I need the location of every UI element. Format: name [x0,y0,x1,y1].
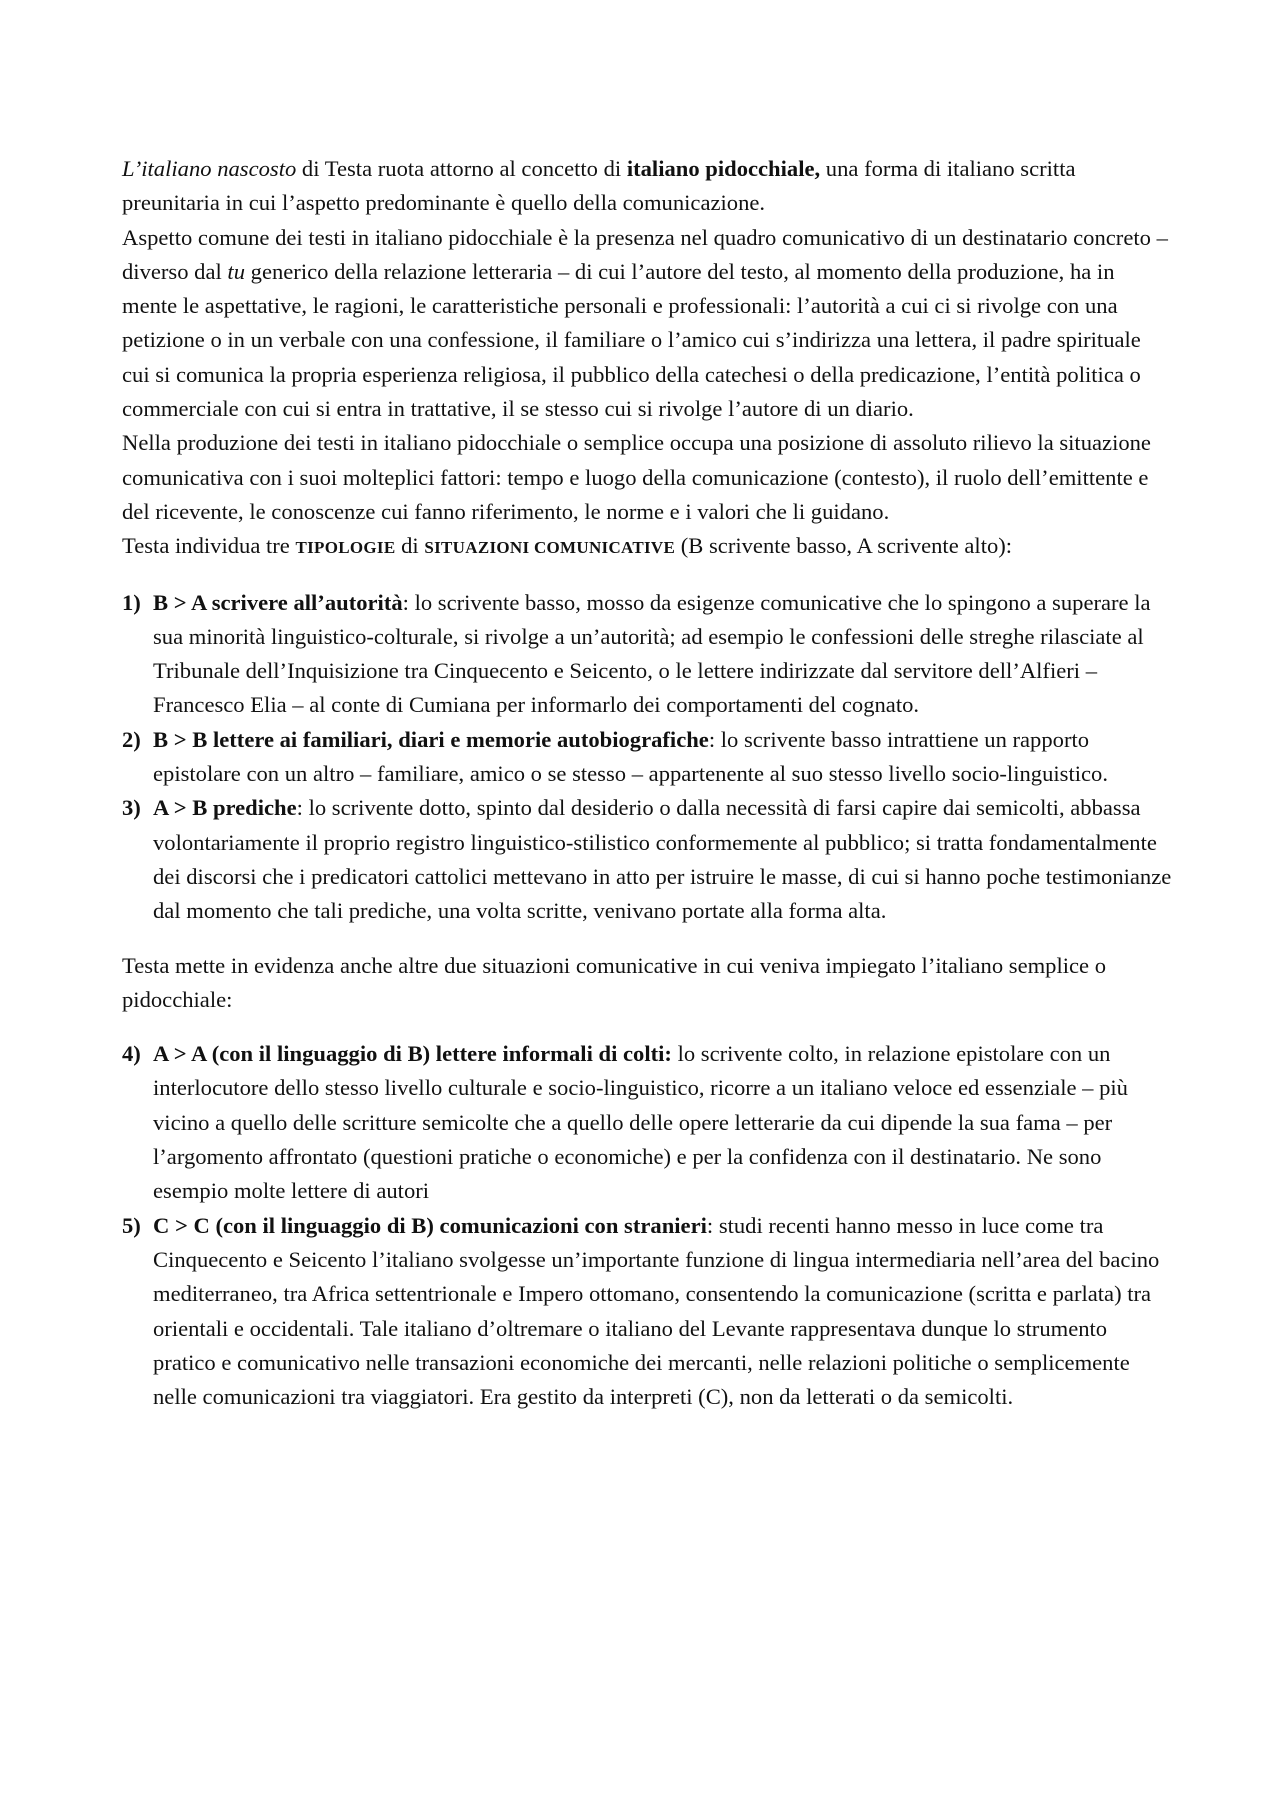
list-item [122,1209,1172,1415]
list-item-heading: A > A (con il linguaggio di B) lettere informali di colti: [153,1041,672,1067]
typology-list [122,586,1172,929]
paragraph-altre-situazioni: Testa mette in evidenza anche altre due situazioni comunicative in cui veniva impiegato l’italiano semplice o pidocchiale: [122,952,1107,1012]
list-item-text: lo scrivente colto, in relazione epistolare con un interlocutore dello stesso livello culturale e socio-linguistico, ricorre a un italiano veloce ed essenziale – più vicino a quello delle scritture semicolte che a quello delle opere letterarie da cui dipende la sua fama – per l’argomento affrontato (questioni pratiche o economiche) e per la confidenza con il destinatario. Ne sono esempio molte lettere di autori [153,1041,1128,1204]
document-body [122,152,1172,1414]
list-number: 3) [122,795,141,821]
list-item [122,1037,1172,1208]
spacer [122,566,1172,586]
tipologie-text-2: di [395,533,425,559]
situazioni-caps: SITUAZIONI COMUNICATIVE [424,538,676,558]
extra-situations-list [122,1037,1172,1414]
list-item [122,791,1172,928]
list-number: 5) [122,1212,141,1238]
intro-text-1: di Testa ruota attorno al concetto di [296,156,627,181]
list-item-heading: B > B lettere ai familiari, diari e memorie autobiografiche [153,726,709,752]
list-item-text: : lo scrivente basso, mosso da esigenze comunicative che lo spingono a superare la sua minorità linguistico-colturale, si rivolge a un’autorità; ad esempio le confessioni delle streghe rilasciate al Tribunale dell’Inquisizione tra Cinquecento e Seicento, o le lettere indirizzate dal servitore dell’Alfieri – Francesco Elia – al conte di Cumiana per informarlo dei comportamenti del cognato. [153,589,1151,718]
spacer [122,929,1172,949]
tipologie-caps: TIPOLOGIE [295,538,396,558]
book-title: L’italiano nascosto [122,156,297,181]
list-item-text: : lo scrivente basso intrattiene un rapporto epistolare con un altro – familiare, amico o se stesso – appartenente al suo stesso livello socio-linguistico. [153,726,1108,787]
paragraph-intro [122,152,1172,221]
list-item-text: : studi recenti hanno messo in luce come tra Cinquecento e Seicento l’italiano svolgesse un’importante funzione di lingua intermediaria nell’area del bacino mediterraneo, tra Africa settentrionale e Impero ottomano, consentendo la comunicazione (scritta e parlata) tra orientali e occidentali. Tale italiano d’oltremare o italiano del Levante rappresentava dunque lo strumento pratico e comunicativo nelle transazioni economiche dei mercanti, nelle relazioni politiche o semplicemente nelle comunicazioni tra viaggiatori. Era gestito da interpreti (C), non da letterati o da semicolti. [153,1212,1160,1410]
list-item [122,586,1172,723]
list-item [122,723,1172,792]
list-item-heading: B > A scrivere all’autorità [153,589,403,615]
list-item-heading: A > B prediche [153,795,297,821]
destinatario-text-2: generico della relazione letteraria – di cui l’autore del testo, al momento della produzione, ha in mente le aspettative, le ragioni, le caratteristiche personali e professionali: l’autorità a cui ci si rivolge con una petizione o in un verbale con una confessione, il familiare o l’amico cui s’indirizza una lettera, il padre spirituale cui si comunica la propria esperienza religiosa, il pubblico della catechesi o della predicazione, l’entità politica o commerciale con cui si entra in trattative, il se stesso cui si rivolge l’autore di un diario. [122,258,1141,422]
list-number: 1) [122,589,141,615]
list-number: 2) [122,726,141,752]
list-item-heading: C > C (con il linguaggio di B) comunicazioni con stranieri [153,1212,707,1238]
tipologie-text-3: (B scrivente basso, A scrivente alto): [675,533,1013,559]
paragraph-destinatario [122,221,1172,427]
intro-text-2: una forma di italiano scritta preunitaria in cui l’aspetto predominante è quello della comunicazione. [122,156,1076,216]
paragraph-situazione: Nella produzione dei testi in italiano pidocchiale o semplice occupa una posizione di assoluto rilievo la situazione comunicativa con i suoi molteplici fattori: tempo e luogo della comunicazione (contesto), il ruolo dell’emittente e del ricevente, le conoscenze cui fanno riferimento, le norme e i valori che li guidano. [122,430,1151,524]
tipologie-text-1: Testa individua tre [122,533,296,559]
paragraph-tipologie [122,529,1172,565]
spacer [122,1017,1172,1037]
tu-italic: tu [227,258,245,284]
list-number: 4) [122,1041,141,1067]
list-item-text: : lo scrivente dotto, spinto dal desiderio o dalla necessità di farsi capire dai semicolti, abbassa volontariamente il proprio registro linguistico-stilistico conformemente al pubblico; si tratta fondamentalmente dei discorsi che i predicatori cattolici mettevano in atto per istruire le masse, di cui si hanno poche testimonianze dal momento che tali prediche, una volta scritte, venivano portate alla forma alta. [153,795,1172,924]
key-term: italiano pidocchiale, [626,156,821,181]
destinatario-text-1: Aspetto comune dei testi in italiano pidocchiale è la presenza nel quadro comunicativo di un destinatario concreto – diverso dal [122,224,1168,284]
